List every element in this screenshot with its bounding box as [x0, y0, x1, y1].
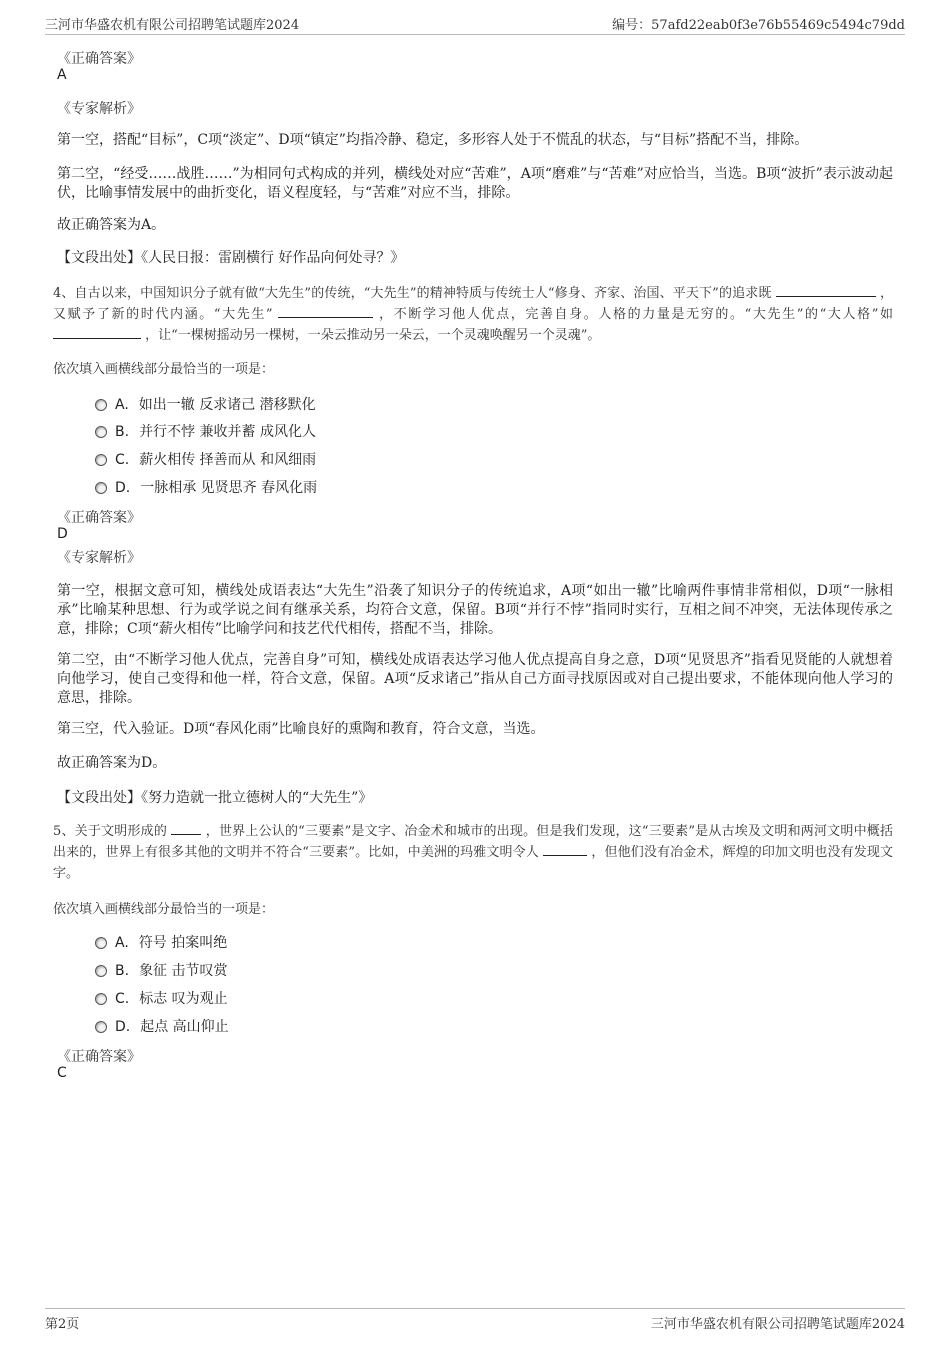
q4-option-c[interactable]: C. 薪火相传 择善而从 和风细雨 [95, 449, 316, 469]
q5-blank-1 [171, 822, 201, 835]
q5-blank-2 [543, 843, 587, 856]
q4-option-b[interactable]: B. 并行不悖 兼收并蓄 成风化人 [95, 421, 316, 441]
q5-stem-part2: ，世界上公认的“三要素”是文字、冶金术和城市的出现。但是我们发现，这“三要素”是从古埃及文明和两河文明中概括出来的，世界上有很多其他的文明并不符合“三要素”。比如，中美洲的玛雅文明令人 [53, 824, 893, 860]
q3-source: 【文段出处】《人民日报：雷剧横行 好作品向何处寻？》 [57, 250, 405, 266]
q4-stem-part2: ，又赋予了新的时代内涵。“大先生” [53, 286, 893, 322]
q4-source: 【文段出处】《努力造就一批立德树人的“大先生”》 [57, 790, 373, 806]
q5-option-d[interactable]: D. 起点 高山仰止 [95, 1016, 229, 1036]
radio-icon[interactable] [95, 426, 107, 438]
page-header [45, 14, 905, 35]
radio-icon[interactable] [95, 1021, 107, 1033]
radio-icon[interactable] [95, 937, 107, 949]
q5-answer: C [57, 1065, 67, 1081]
page-footer [45, 1308, 905, 1333]
q4-analysis-1: 第一空，根据文意可知，横线处成语表达“大先生”沿袭了知识分子的传统追求，A项“如出一辙”比喻两件事情非常相似，D项“一脉相承”比喻某种思想、行为或学说之间有继承关系，均符合文意，保留。B项“并行不悖”指同时实行，互相之间不冲突，无法体现传承之意，排除；C项“薪火相传”比喻学问和技艺代代相传，搭配不当，排除。 [57, 583, 893, 637]
q5-stem [53, 821, 893, 884]
header-doc-title: 三河市华盛农机有限公司招聘笔试题库2024 [45, 18, 300, 33]
q4-stem-part3: ，不断学习他人优点，完善自身。人格的力量是无穷的。“大先生”的“大人格”如 [379, 307, 894, 322]
q3-analysis-3: 故正确答案为A。 [57, 217, 166, 233]
q5-stem-part1: 5、关于文明形成的 [53, 824, 168, 839]
q5-option-a[interactable]: A. 符号 拍案叫绝 [95, 932, 227, 952]
q3-answer: A [57, 67, 67, 83]
q4-option-d[interactable]: D. 一脉相承 见贤思齐 春风化雨 [95, 477, 317, 497]
radio-icon[interactable] [95, 454, 107, 466]
q4-blank-3 [53, 326, 141, 339]
q4-analysis-label: 《专家解析》 [57, 550, 141, 566]
q4-answer: D [57, 526, 68, 542]
q5-option-b[interactable]: B. 象征 击节叹赏 [95, 960, 228, 980]
q4-answer-label: 《正确答案》 [57, 510, 141, 526]
radio-icon[interactable] [95, 399, 107, 411]
q5-instruction: 依次填入画横线部分最恰当的一项是： [53, 902, 275, 917]
q4-stem-part4: ，让“一棵树摇动另一棵树，一朵云推动另一朵云，一个灵魂唤醒另一个灵魂”。 [145, 328, 601, 343]
q4-option-a[interactable]: A. 如出一辙 反求诸己 潜移默化 [95, 394, 316, 414]
q4-blank-1 [776, 284, 876, 297]
radio-icon[interactable] [95, 993, 107, 1005]
q3-analysis-label: 《专家解析》 [57, 101, 141, 117]
q5-option-c[interactable]: C. 标志 叹为观止 [95, 988, 228, 1008]
footer-page-number: 第2页 [45, 1317, 80, 1332]
radio-icon[interactable] [95, 482, 107, 494]
radio-icon[interactable] [95, 965, 107, 977]
q3-analysis-2: 第二空，“经受……战胜……”为相同句式构成的并列，横线处对应“苦难”，A项“磨难”与“苦难”对应恰当，当选。B项“波折”表示波动起伏，比喻事情发展中的曲折变化，语义程度轻，与“苦难”对应不当，排除。 [57, 166, 893, 201]
header-doc-id: 编号：57afd22eab0f3e76b55469c5494c79dd [612, 18, 905, 33]
q4-stem [53, 283, 893, 346]
q4-blank-2 [278, 305, 373, 318]
q4-stem-part1: 4、自古以来，中国知识分子就有做“大先生”的传统，“大先生”的精神特质与传统士人“修身、齐家、治国、平天下”的追求既 [53, 286, 772, 301]
q4-analysis-3: 第三空，代入验证。D项“春风化雨”比喻良好的熏陶和教育，符合文意，当选。 [57, 721, 545, 737]
q4-analysis-4: 故正确答案为D。 [57, 755, 167, 771]
q4-instruction: 依次填入画横线部分最恰当的一项是： [53, 362, 275, 377]
q3-analysis-1: 第一空，搭配“目标”，C项“淡定”、D项“镇定”均指冷静、稳定，多形容人处于不慌乱的状态，与“目标”搭配不当，排除。 [57, 132, 809, 148]
q3-answer-label: 《正确答案》 [57, 51, 141, 67]
q4-analysis-2: 第二空，由“不断学习他人优点，完善自身”可知，横线处成语表达学习他人优点提高自身之意，D项“见贤思齐”指看见贤能的人就想着向他学习，使自己变得和他一样，符合文意，保留。A项“反求诸己”指从自己方面寻找原因或对自己提出要求，不能体现向他人学习的意思，排除。 [57, 652, 893, 706]
q5-stem-part3: ，但他们没有冶金术，辉煌的印加文明也没有发现文字。 [53, 845, 894, 881]
footer-doc-title: 三河市华盛农机有限公司招聘笔试题库2024 [650, 1317, 905, 1332]
q5-answer-label: 《正确答案》 [57, 1049, 141, 1065]
